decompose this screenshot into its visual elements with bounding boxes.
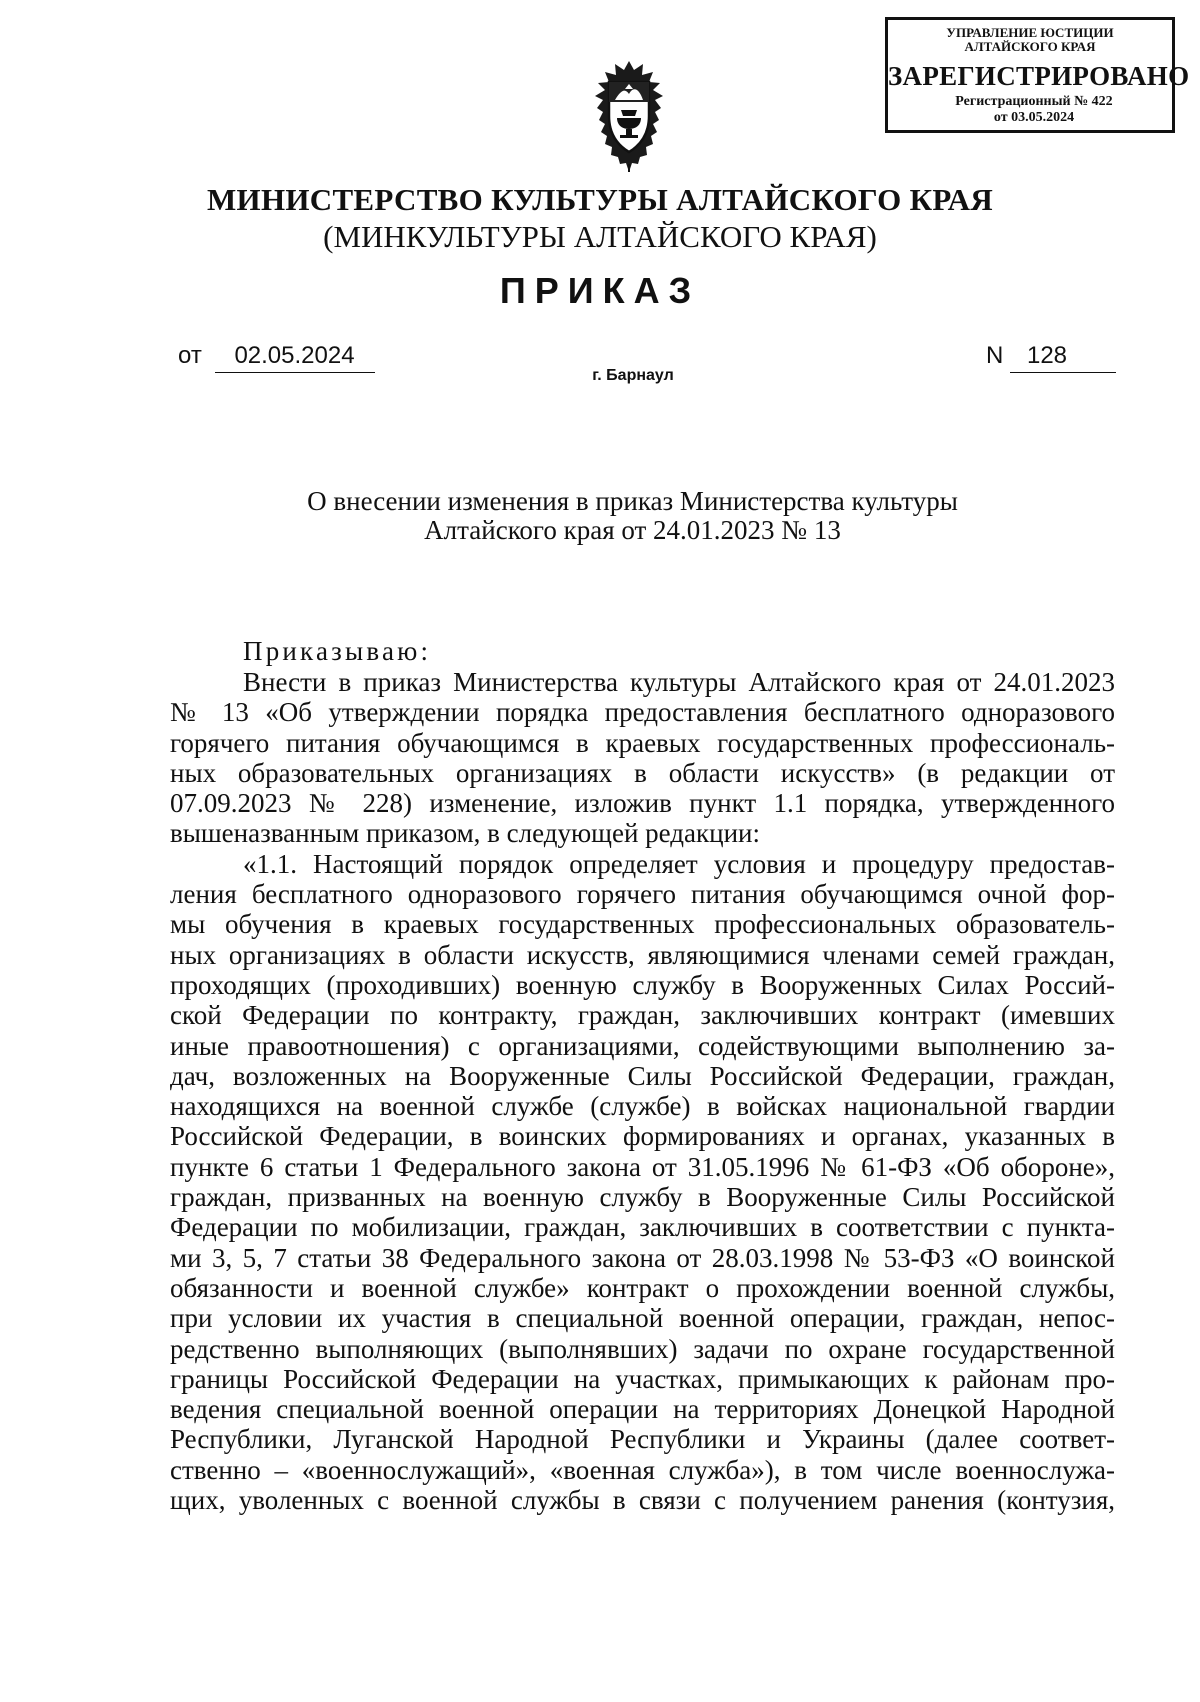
body-line: ных организациях в области искусств, являющимися членами семей граждан, <box>170 939 1115 970</box>
body-line: щих, уволенных с военной службы в связи с получением ранения (контузия, <box>170 1485 1115 1516</box>
stamp-authority-line2: АЛТАЙСКОГО КРАЯ <box>964 39 1096 54</box>
body-line: проходящих (проходивших) военную службу в Вооруженных Силах Россий- <box>170 969 1115 1000</box>
document-type-title: ПРИКАЗ <box>499 270 701 311</box>
body-line: вышеназванным приказом, в следующей редакции: <box>170 818 760 849</box>
body-line: ской Федерации по контракту, граждан, заключивших контракт (имевших <box>170 1000 1115 1031</box>
body-line: обязанности и военной службе» контракт о прохождении военной службы, <box>170 1272 1115 1303</box>
registration-stamp <box>885 17 1190 133</box>
decree-word: Приказываю: <box>243 636 432 666</box>
body-line: мы обучения в краевых государственных профессиональных образователь- <box>170 909 1115 940</box>
body-line: иные правоотношения) с организациями, содействующими выполнению за- <box>170 1030 1115 1061</box>
number-prefix: N <box>986 342 1004 369</box>
document-number: 128 <box>1026 342 1068 369</box>
body-line: границы Российской Федерации на участках, примыкающих к районам про- <box>170 1363 1115 1394</box>
number-underline <box>1010 372 1116 373</box>
date-prefix: от <box>178 342 202 369</box>
body-line: ведения специальной военной операции на территориях Донецкой Народной <box>170 1394 1115 1425</box>
body-line: Федерации по мобилизации, граждан, заключивших в соответствии с пункта- <box>170 1212 1115 1243</box>
body-line: горячего питания обучающимся в краевых государственных профессиональ- <box>170 727 1115 758</box>
body-line: ления бесплатного одноразового горячего питания обучающимся очной фор- <box>170 879 1115 910</box>
body-line: при условии их участия в специальной военной операции, граждан, непос- <box>170 1303 1115 1334</box>
stamp-registration-number: Регистрационный № 422 <box>955 94 1113 109</box>
stamp-authority-line1: УПРАВЛЕНИЕ ЮСТИЦИИ <box>946 25 1114 40</box>
ministry-short-name: (МИНКУЛЬТУРЫ АЛТАЙСКОГО КРАЯ) <box>323 219 877 254</box>
document-city: г. Барнаул <box>592 367 674 384</box>
document-body <box>170 667 1115 1515</box>
body-line: находящихся на военной службе (службе) в войсках национальной гвардии <box>170 1091 1115 1122</box>
altai-krai-coat-of-arms-icon <box>585 58 673 176</box>
body-line: граждан, призванных на военную службу в Вооруженные Силы Российской <box>170 1182 1115 1213</box>
body-line: ных образовательных организациях в области искусств» (в редакции от <box>170 757 1115 788</box>
body-line: Российской Федерации, в воинских формированиях и органах, указанных в <box>170 1121 1115 1152</box>
body-line: «1.1. Настоящий порядок определяет условия и процедуру предостав- <box>243 848 1115 879</box>
stamp-status: ЗАРЕГИСТРИРОВАНО <box>888 61 1190 91</box>
body-line: № 13 «Об утверждении порядка предоставления бесплатного одноразового <box>170 697 1115 728</box>
body-line: ми 3, 5, 7 статьи 38 Федерального закона от 28.03.1998 № 53-ФЗ «О воинской <box>170 1242 1115 1273</box>
body-line: Внести в приказ Министерства культуры Алтайского края от 24.01.2023 <box>243 667 1115 697</box>
subject-line-1: О внесении изменения в приказ Министерства культуры <box>307 486 958 516</box>
document-date: 02.05.2024 <box>234 342 355 369</box>
body-line: Республики, Луганской Народной Республики и Украины (далее соответ- <box>170 1424 1115 1455</box>
body-line: редственно выполняющих (выполнявших) задачи по охране государственной <box>170 1333 1115 1364</box>
subject-line-2: Алтайского края от 24.01.2023 № 13 <box>424 515 841 545</box>
body-line: дач, возложенных на Вооруженные Силы Российской Федерации, граждан, <box>170 1060 1115 1091</box>
body-line: ственно – «военнослужащий», «военная служба»), в том числе военнослужа- <box>170 1454 1115 1485</box>
stamp-registration-date: от 03.05.2024 <box>993 110 1075 125</box>
body-line: пункте 6 статьи 1 Федерального закона от 31.05.1996 № 61-ФЗ «Об обороне», <box>170 1151 1115 1182</box>
body-line: 07.09.2023 № 228) изменение, изложив пункт 1.1 порядка, утвержденного <box>170 788 1115 819</box>
ministry-full-name: МИНИСТЕРСТВО КУЛЬТУРЫ АЛТАЙСКОГО КРАЯ <box>206 182 994 217</box>
